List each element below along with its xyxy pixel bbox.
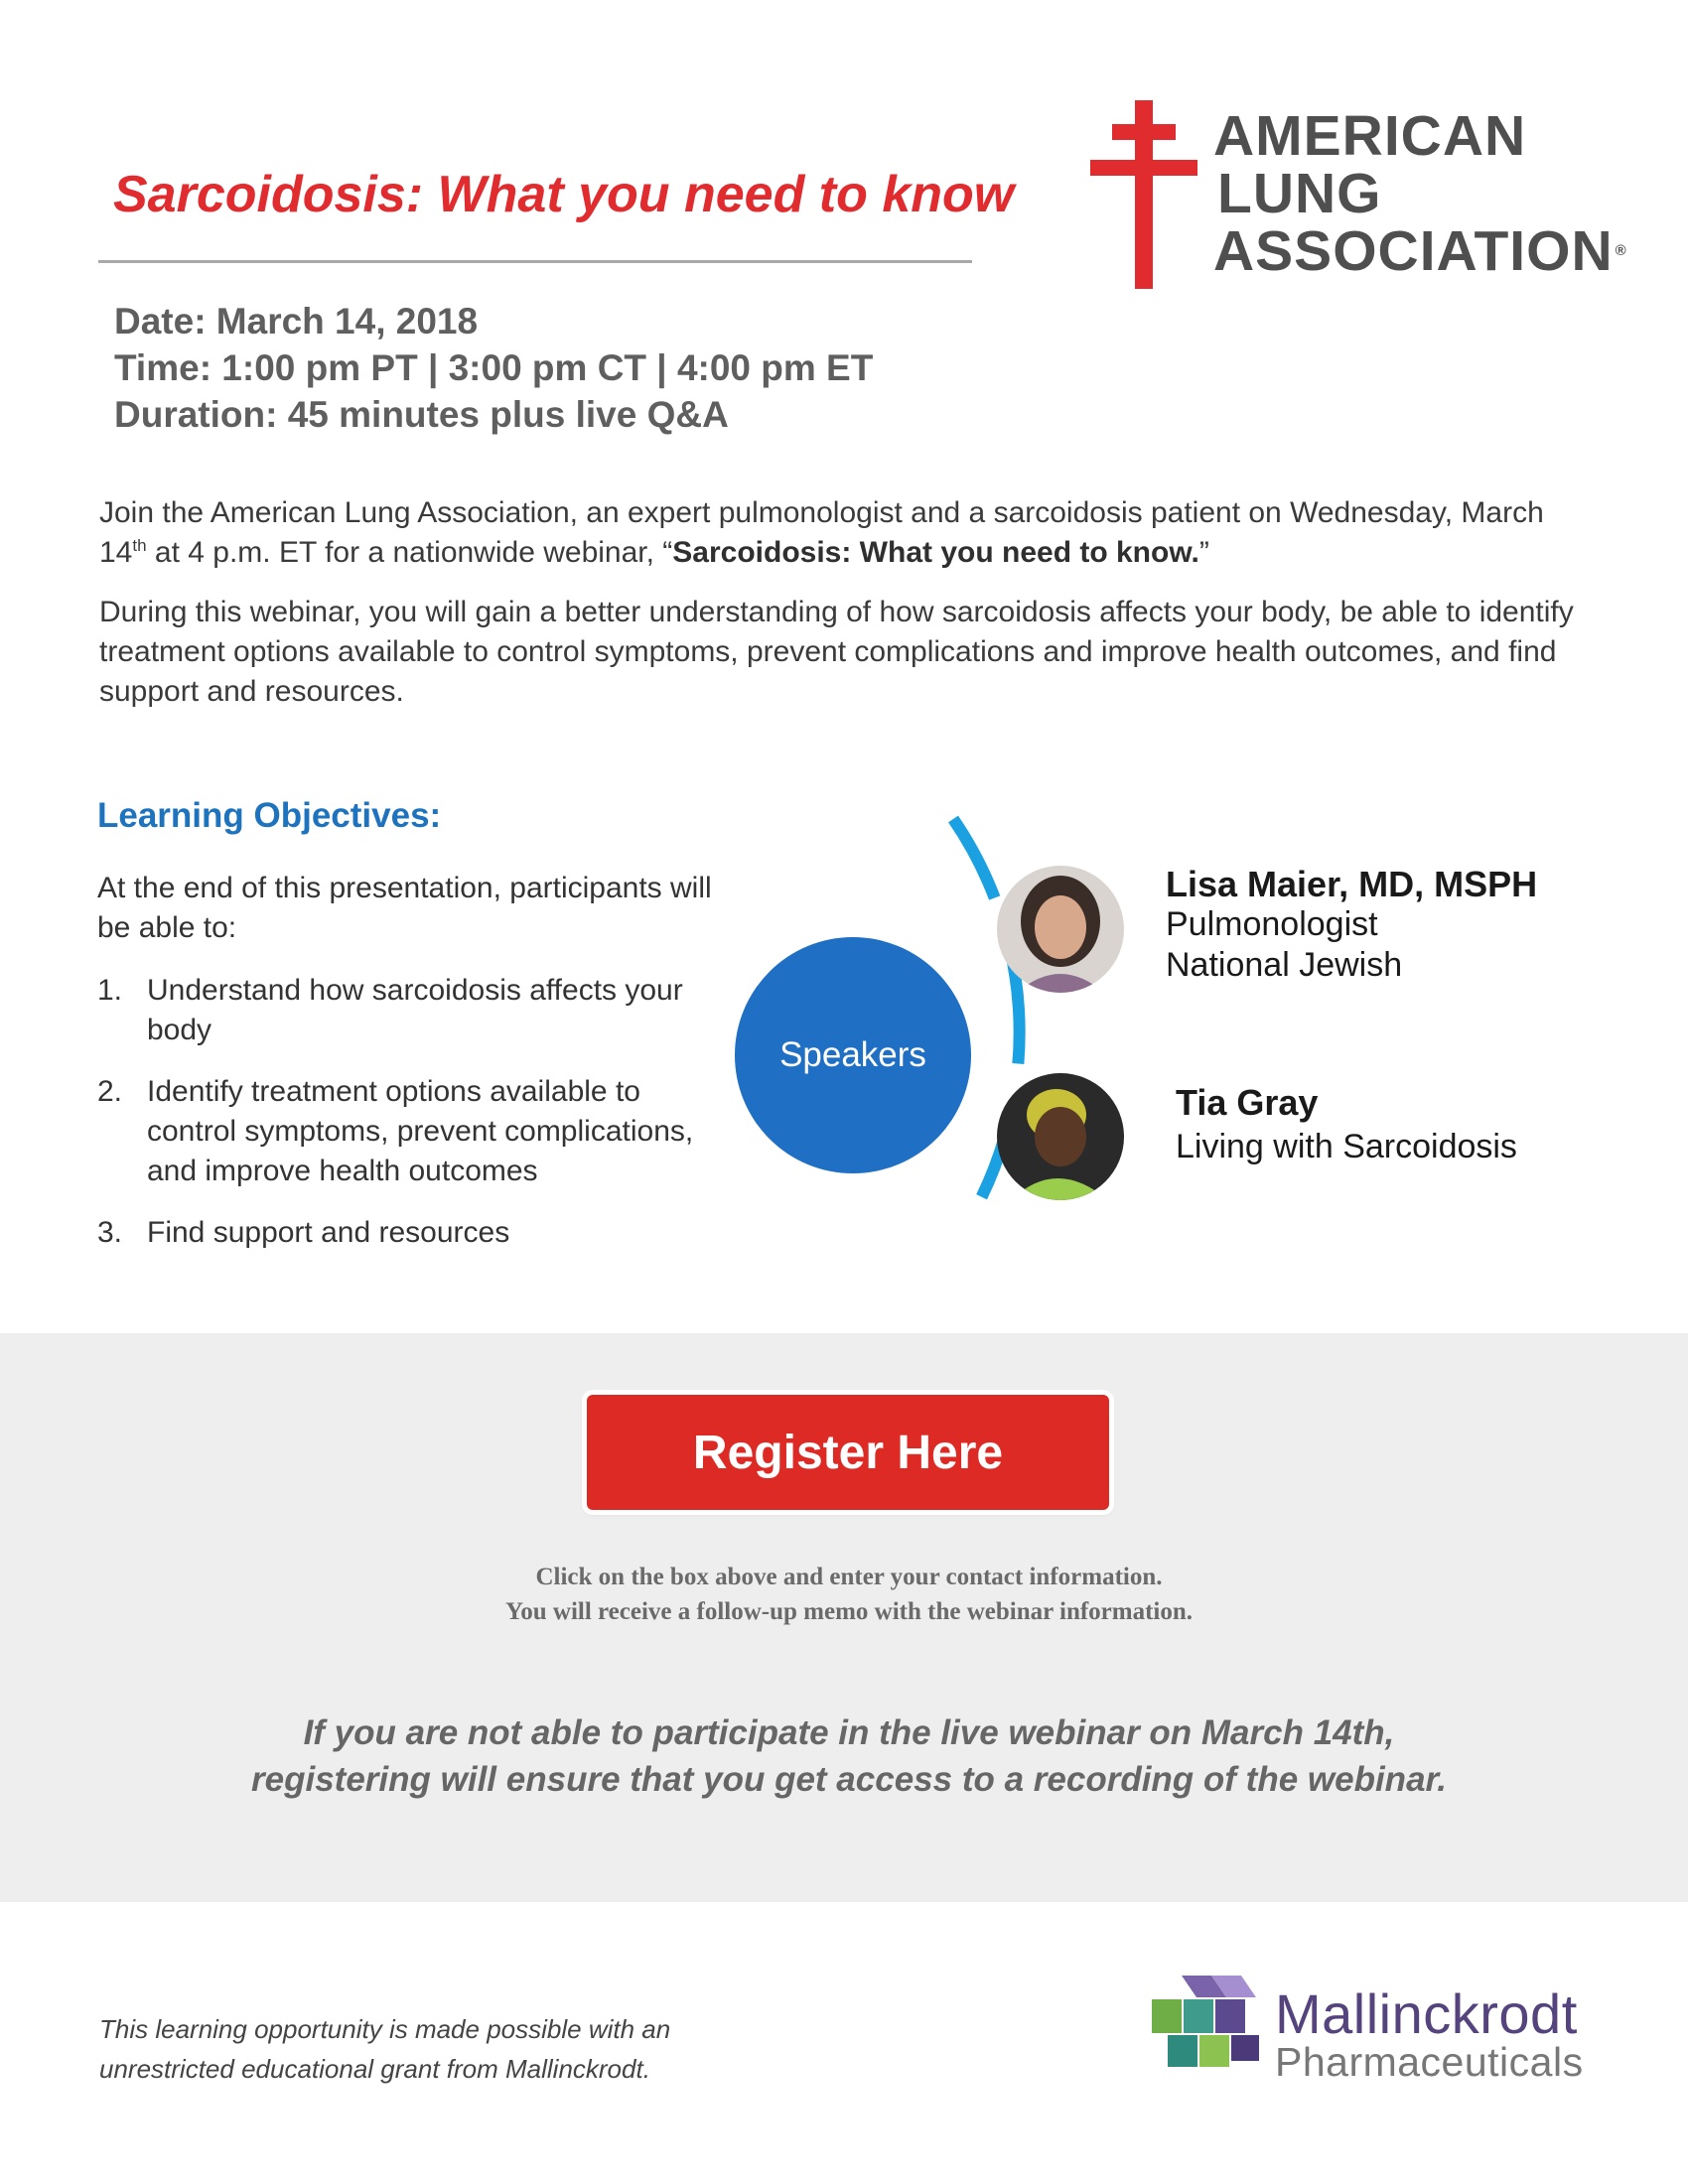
intro-p1-c: ”	[1198, 536, 1209, 569]
grant-statement	[99, 2009, 670, 2089]
intro-p1-a: Join the American Lung Association, an expert pulmonologist and a sarcoidosis patient on Wednesday, March 14	[99, 496, 1544, 569]
page-title: Sarcoidosis: What you need to know	[113, 166, 1015, 223]
list-item	[97, 1072, 733, 1191]
event-details	[114, 298, 873, 438]
speaker-role: Pulmonologist	[1166, 905, 1378, 943]
list-item-text: Find support and resources	[147, 1216, 510, 1249]
list-item	[97, 971, 733, 1050]
sponsor-name: Mallinckrodt	[1275, 1982, 1578, 2045]
intro-paragraph-1	[99, 493, 1594, 573]
list-item-text: Understand how sarcoidosis affects your body	[147, 974, 683, 1046]
intro-paragraph-2: During this webinar, you will gain a better understanding of how sarcoidosis affects your body, be able to identify treatment options available to control symptoms, prevent complications and improve health outcomes, and find support and resources.	[99, 596, 1574, 708]
speakers-circle: Speakers	[735, 937, 971, 1173]
sponsor-subtitle: Pharmaceuticals	[1275, 2039, 1584, 2085]
speaker-2	[1176, 1082, 1517, 1166]
logo-line-3	[1213, 219, 1626, 283]
intro-p1-b: at 4 p.m. ET for a nationwide webinar, “	[146, 536, 673, 569]
recording-notice-line-1: If you are not able to participate in the live webinar on March 14th,	[303, 1713, 1395, 1752]
objectives-heading: Learning Objectives:	[97, 796, 442, 835]
objectives-list	[97, 971, 733, 1275]
mallinckrodt-cube-icon	[1152, 1976, 1261, 2067]
register-note-line-1: Click on the box above and enter your contact information.	[535, 1564, 1163, 1590]
event-time: Time: 1:00 pm PT | 3:00 pm CT | 4:00 pm ET	[114, 347, 874, 388]
register-button[interactable]: Register Here	[587, 1395, 1109, 1510]
logo-line-1: AMERICAN	[1213, 104, 1527, 168]
speaker-name: Lisa Maier, MD, MSPH	[1166, 864, 1538, 904]
logo-line-3-text: ASSOCIATION	[1213, 219, 1614, 283]
intro-p1-sup: th	[132, 536, 147, 555]
speaker-1	[1166, 864, 1537, 985]
recording-notice-line-2: registering will ensure that you get access to a recording of the webinar.	[251, 1760, 1447, 1799]
event-duration: Duration: 45 minutes plus live Q&A	[114, 394, 729, 435]
grant-line-2: unrestricted educational grant from Mallinckrodt.	[99, 2054, 650, 2084]
speaker-org: National Jewish	[1166, 946, 1403, 984]
speaker-name: Tia Gray	[1176, 1082, 1319, 1123]
grant-line-1: This learning opportunity is made possible with an	[99, 2014, 671, 2044]
speaker-role: Living with Sarcoidosis	[1176, 1128, 1517, 1165]
logo-line-2: LUNG	[1217, 162, 1382, 225]
list-item-text: Identify treatment options available to control symptoms, prevent complications, and improve health outcomes	[147, 1075, 694, 1187]
list-item	[97, 1213, 733, 1253]
registered-mark: ®	[1615, 242, 1626, 259]
double-barred-cross-icon	[1090, 100, 1197, 289]
recording-notice	[149, 1709, 1549, 1803]
list-item-number: 1.	[97, 974, 123, 1007]
list-item-number: 3.	[97, 1216, 123, 1249]
title-divider	[98, 260, 972, 263]
intro-p1-bold: Sarcoidosis: What you need to know.	[672, 536, 1199, 569]
speaker-photo-tia-gray	[997, 1073, 1124, 1200]
event-date: Date: March 14, 2018	[114, 301, 479, 341]
list-item-number: 2.	[97, 1075, 123, 1108]
speaker-photo-lisa-maier	[997, 866, 1124, 993]
register-note-line-2: You will receive a follow-up memo with the webinar information.	[504, 1598, 1194, 1625]
objectives-intro: At the end of this presentation, participants will be able to:	[97, 872, 712, 944]
ala-logo-text	[1213, 104, 1626, 283]
register-instructions	[298, 1560, 1400, 1629]
